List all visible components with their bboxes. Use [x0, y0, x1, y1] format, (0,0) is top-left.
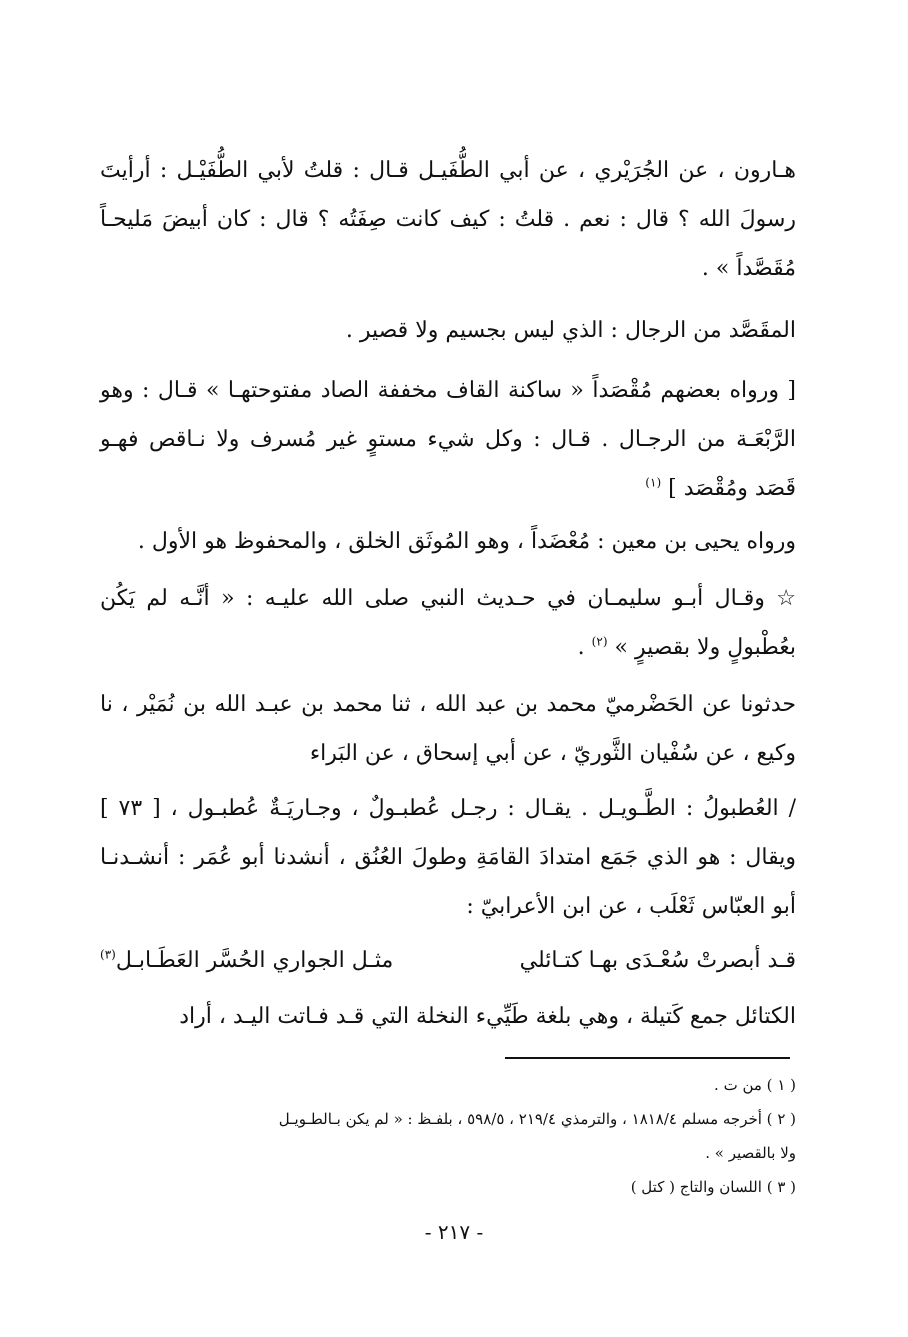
footnote-2: ( ٢ ) أخرجه مسلم ١٨١٨/٤ ، والترمذي ٢١٩/٤ ، ٥٩٨/٥ ، بلفـظ : « لم يكن بـالطـويـل: [278, 1110, 796, 1128]
paragraph-text: المقَصَّد من الرجال : الذي ليس بجسيم ولا قصير .: [345, 318, 796, 343]
paragraph-1: [100, 146, 796, 293]
verse-second-half: [100, 936, 393, 986]
paragraph-2: [100, 306, 796, 355]
page-number: - ٢١٧ -: [424, 1220, 484, 1244]
paragraph-text: [100, 574, 796, 672]
footnote-ref-3: (٣): [100, 947, 116, 962]
paragraph-6: [100, 680, 796, 778]
paragraph-text: هـارون ، عن الجُرَيْري ، عن أبي الطُّفَيـل قـال : قلتُ لأبي الطُّفَيْـل : أرأيتَ رسولَ الله ؟ قال : نعم . قلتُ : كيف كانت صِفَتُه ؟ قال : كان أبيضَ مَليحـاً مُقَصَّداً » .: [100, 158, 796, 281]
paragraph-text-body: ☆ وقـال أبـو سليمـان في حـديث النبي صلى الله عليـه : « أنَّـه لم يَكُن بعُطْبولٍ ولا بقصيرٍ »: [100, 586, 796, 660]
paragraph-3: [100, 366, 796, 513]
paragraph-4: [100, 517, 796, 566]
poem-verse: [100, 936, 796, 986]
paragraph-text-body: [ ورواه بعضهم مُقْصَداً « ساكنة القاف مخففة الصاد مفتوحتهـا » قـال : وهو الرَّبْعَـة من الرجـال . قـال : وكل شيء مستوٍ غير مُسرف ولا نـاقص فهـو قَصَد ومُقْصَد ]: [100, 378, 796, 501]
footnote-3: ( ٣ ) اللسان والتاج ( كتل ): [630, 1178, 796, 1196]
footnote-1: ( ١ ) من ت .: [714, 1076, 796, 1094]
footnote-ref-1: (١): [645, 475, 662, 490]
paragraph-text: / العُطبولُ : الطَّـويـل . يقـال : رجـل عُطبـولٌ ، وجـاريَـةٌ عُطبـول ، [ ٧٣ ] ويقال : هو الذي جَمَع امتدادَ القامَةِ وطولَ العُنُق ، أنشدنا أبو عُمَر : أنشـدنـا أبو العبّاس ثَعْلَب ، عن ابن الأعرابيّ :: [100, 796, 797, 919]
paragraph-text: ورواه يحيى بن معين : مُعْضَداً ، وهو المُوثَق الخلق ، والمحفوظ هو الأول .: [137, 529, 796, 554]
paragraph-text: الكتائل جمع كَتيلة ، وهي بلغة طَيِّيء النخلة التي قـد فـاتت اليـد ، أراد: [179, 1004, 796, 1029]
footnotes: [100, 1068, 796, 1204]
footnote-divider: [505, 1057, 790, 1059]
paragraph-7: [100, 784, 796, 931]
footnote-2-continuation: ولا بالقصير » .: [705, 1144, 796, 1162]
verse-first-half: قـد أبصرتْ سُعْـدَى بهـا كتـائلي: [519, 948, 796, 973]
paragraph-text: [100, 366, 796, 513]
paragraph-tail: .: [577, 635, 592, 660]
footnote-ref-2: (٢): [591, 634, 608, 649]
verse-second-half-text: مثـل الجواري الحُسَّر العَطَـابـل: [115, 948, 394, 973]
paragraph-8: [100, 992, 796, 1041]
paragraph-text: حدثونا عن الحَضْرميّ محمد بن عبد الله ، ثنا محمد بن عبـد الله بن نُمَيْر ، نا وكيع ، عن سُفْيان الثَّوريّ ، عن أبي إسحاق ، عن البَراء: [100, 692, 796, 766]
paragraph-5: [100, 574, 796, 672]
